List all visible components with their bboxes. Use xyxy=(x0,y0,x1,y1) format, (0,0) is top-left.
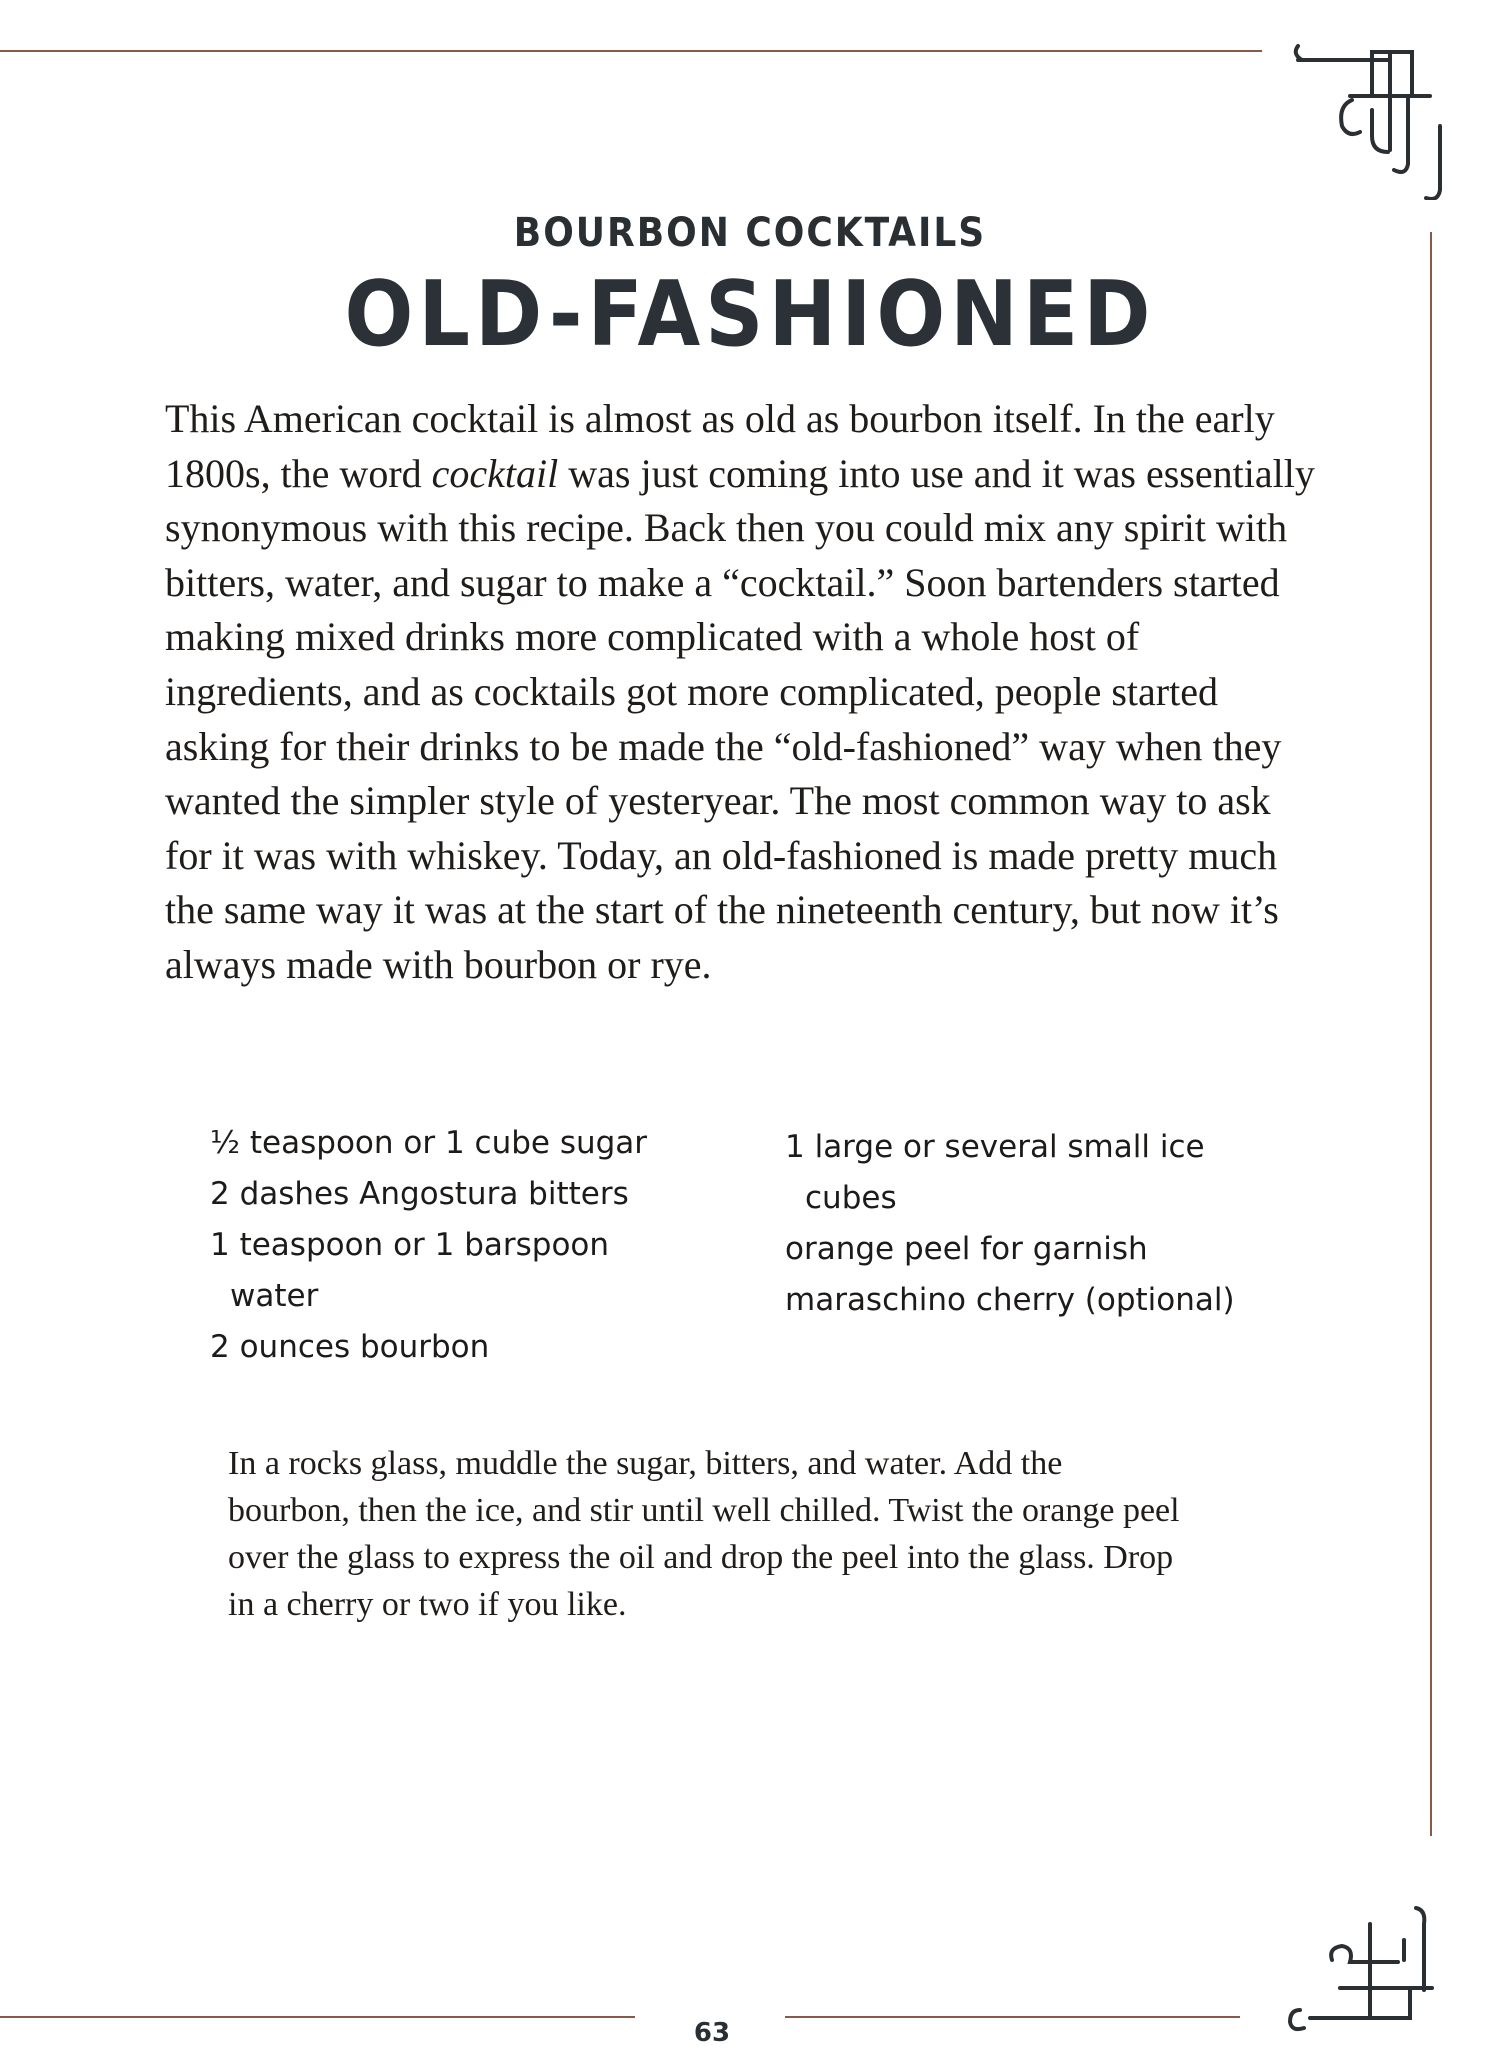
ingredient-item: 1 teaspoon or 1 barspoon water xyxy=(210,1227,610,1314)
bottom-corner-ornament xyxy=(1270,1900,1450,2040)
top-rule xyxy=(0,50,1262,52)
ingredients-left-column xyxy=(210,1118,680,1373)
ingredient-item: 1 large or several small ice cubes xyxy=(785,1129,1205,1216)
ingredient-item: orange peel for garnish xyxy=(785,1231,1148,1267)
section-title: BOURBON COCKTAILS xyxy=(513,210,987,256)
method-text: In a rocks glass, muddle the sugar, bitters, and water. Add the bourbon, then the ice, and stir until well chilled. Twist the orange peel over the glass to express the oil and drop the peel into the glass. Drop in a cherry or two if you like. xyxy=(228,1445,1180,1623)
bottom-rule-right xyxy=(785,2016,1240,2018)
page-number: 63 xyxy=(693,2018,731,2048)
ingredient-item: 2 ounces bourbon xyxy=(210,1329,490,1365)
intro-italic-word: cocktail xyxy=(431,450,559,496)
recipe-title: OLD-FASHIONED xyxy=(344,262,1156,367)
ingredients-right-column xyxy=(785,1122,1255,1326)
bottom-rule-left xyxy=(0,2016,635,2018)
right-rule xyxy=(1430,232,1432,1836)
intro-paragraph xyxy=(165,392,1315,993)
intro-text-start: This American cocktail is almost as old as bourbon itself. In the early 1800s, the word xyxy=(165,396,1275,496)
top-corner-ornament xyxy=(1290,40,1470,200)
ingredient-item: maraschino cherry (optional) xyxy=(785,1282,1235,1318)
method-paragraph xyxy=(228,1440,1188,1628)
ingredient-item: ½ teaspoon or 1 cube sugar xyxy=(210,1125,648,1161)
intro-text-end: was just coming into use and it was essentially synonymous with this recipe. Back then you could mix any spirit with bitters, water, and sugar to make a “cocktail.” Soon bartenders started making mixed drinks more complicated with a whole host of ingredients, and as cocktails got more complicated, people started asking for their drinks to be made the “old-fashioned” way when they wanted the simpler style of yesteryear. The most common way to ask for it was with whiskey. Today, an old-fashioned is made pretty much the same way it was at the start of the nineteenth century, but now it’s always made with bourbon or rye. xyxy=(165,450,1315,987)
ingredient-item: 2 dashes Angostura bitters xyxy=(210,1176,629,1212)
